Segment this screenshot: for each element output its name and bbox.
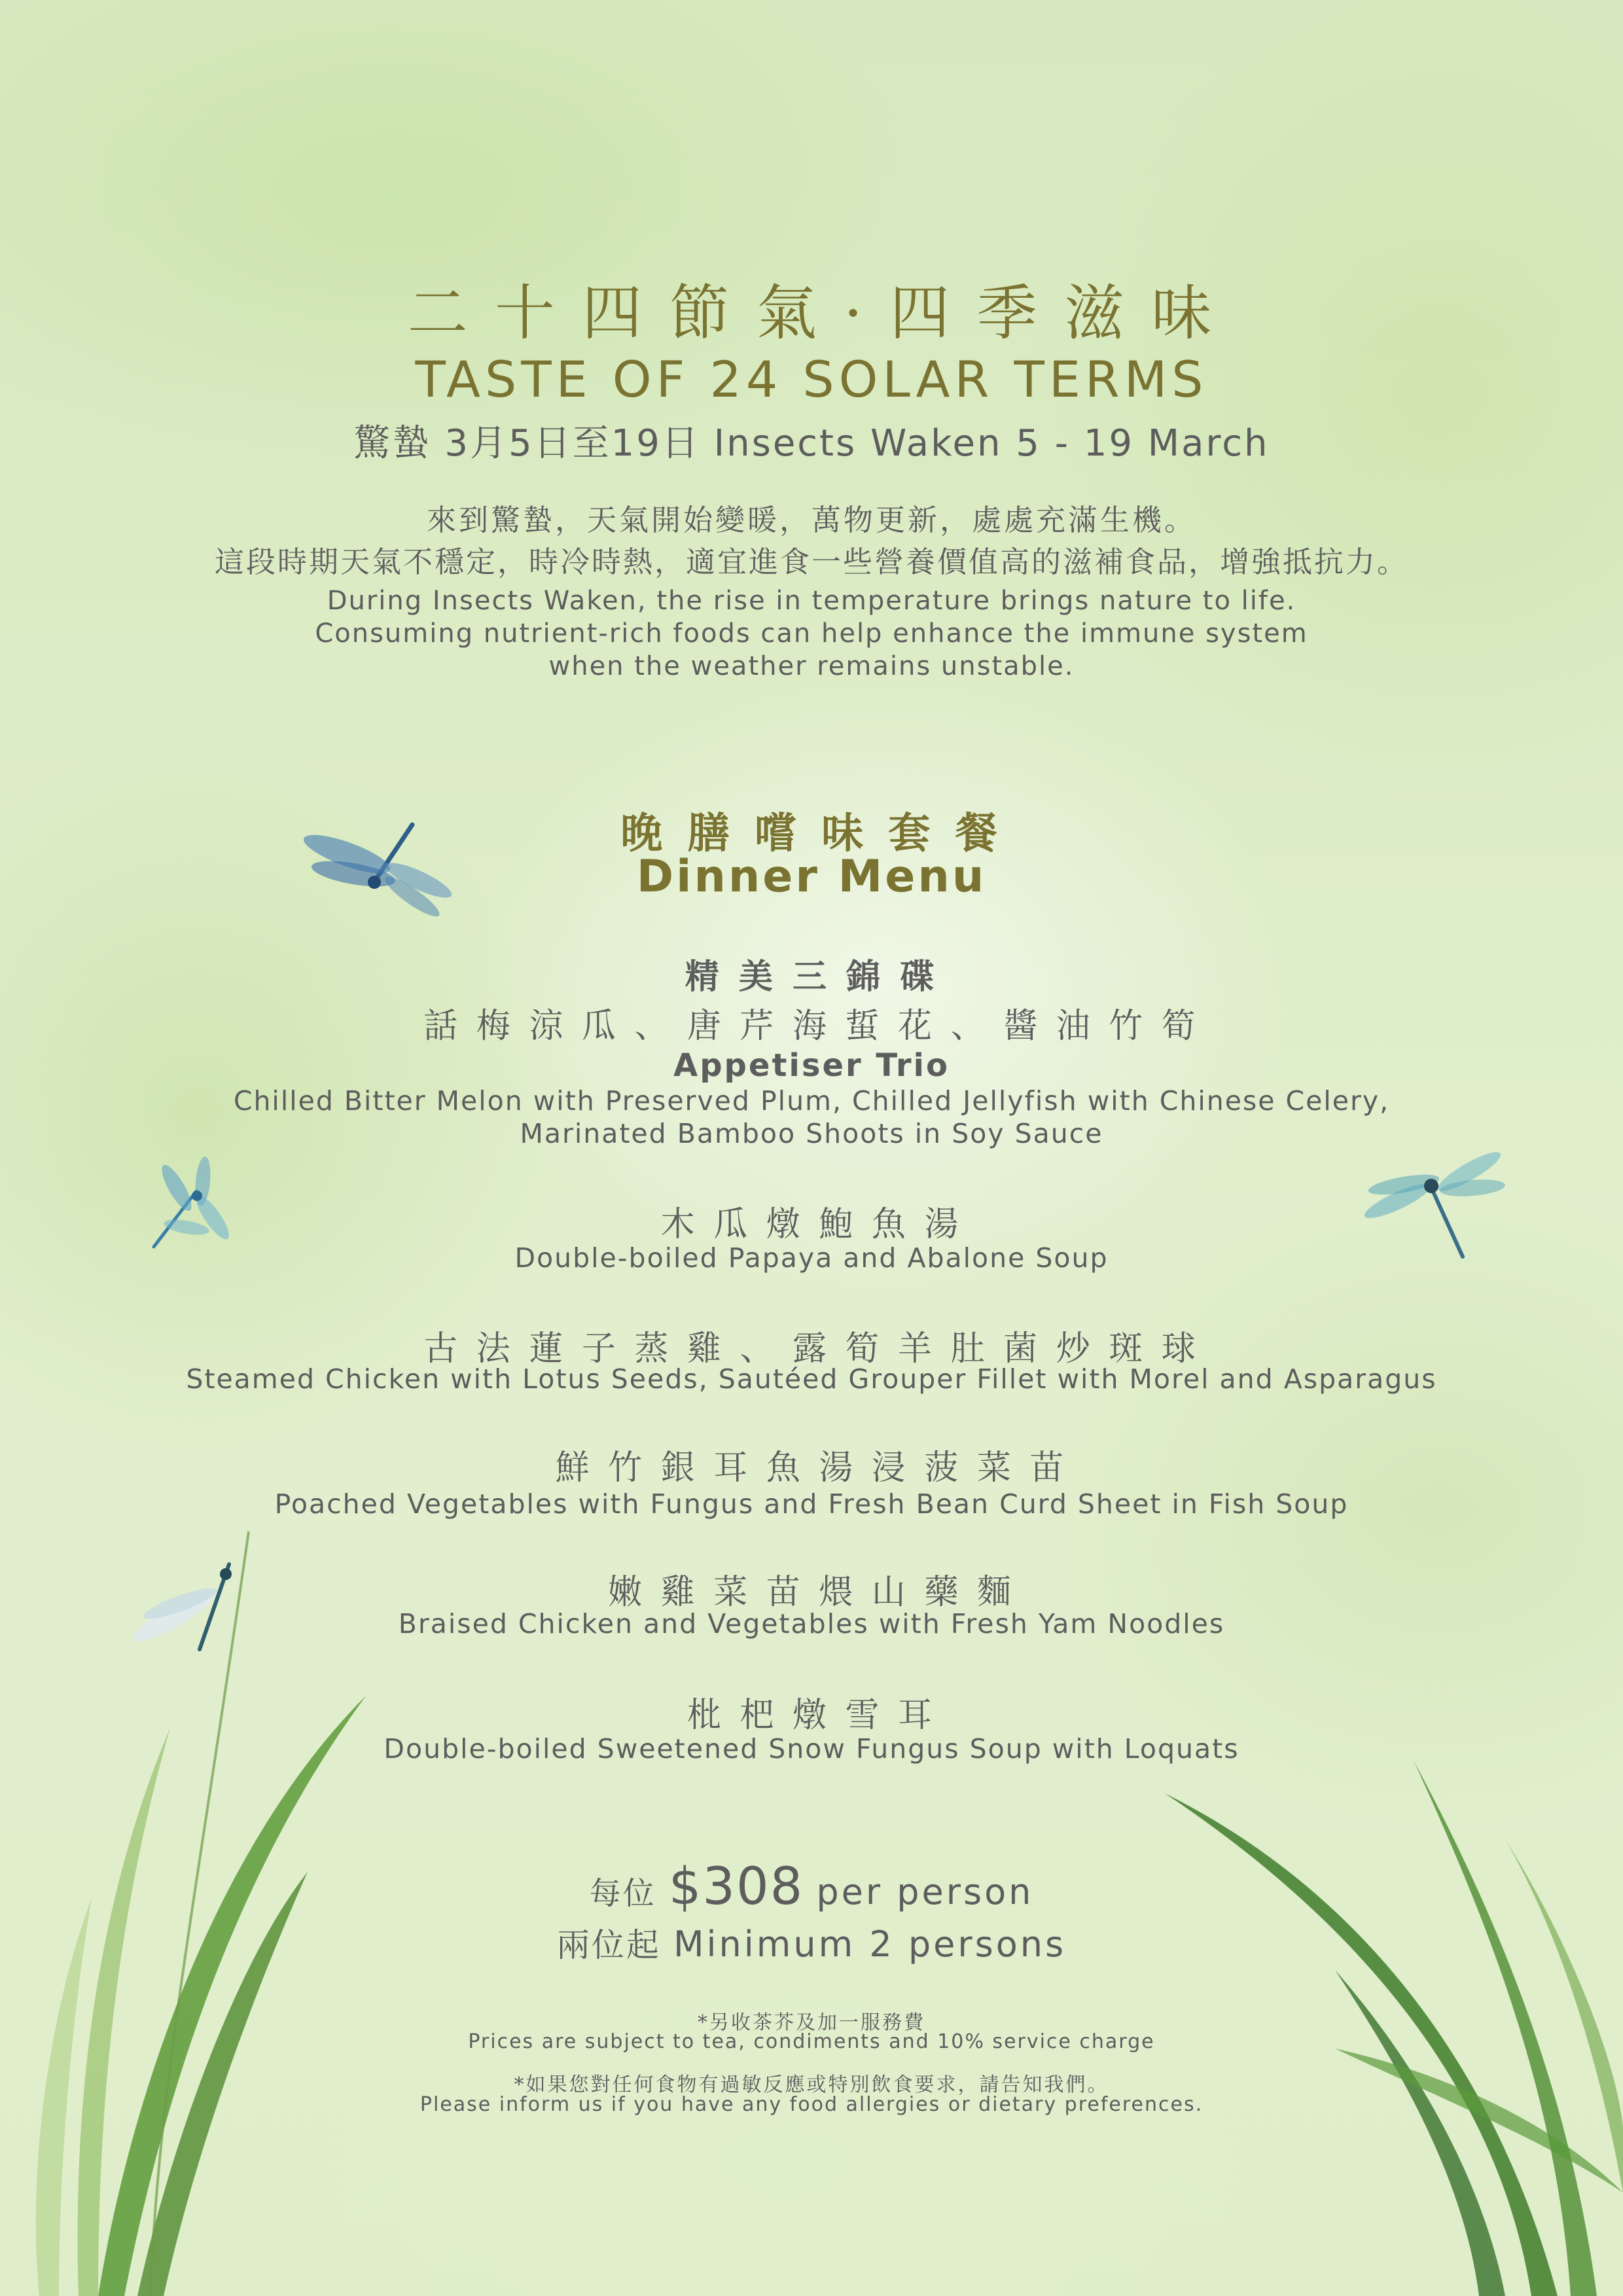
intro-chinese-line-2: 這段時期天氣不穩定，時冷時熱，適宜進食一些營養價值高的滋補食品，增強抵抗力。 <box>214 545 1408 579</box>
minimum-english: Minimum 2 persons <box>673 1924 1067 1965</box>
intro-english-line-1: During Insects Waken, the rise in temperature brings nature to life. <box>327 586 1296 616</box>
intro-english-line-3: when the weather remains unstable. <box>548 651 1075 681</box>
note-allergy-english: Please inform us if you have any food allergies or dietary preferences. <box>419 2093 1204 2116</box>
minimum-chinese: 兩位起 <box>556 1926 661 1964</box>
menu-item-4-desc-english: Poached Vegetables with Fungus and Fresh Bean Curd Sheet in Fish Soup <box>274 1488 1349 1520</box>
price-line <box>0 1857 1623 1916</box>
minimum-line <box>0 1919 1623 1966</box>
menu-item-1-desc-english-1: Chilled Bitter Melon with Preserved Plum, Chilled Jellyfish with Chinese Celery, <box>233 1085 1390 1117</box>
note-charge-english: Prices are subject to tea, condiments and 10% service charge <box>468 2030 1155 2053</box>
menu-item-3-desc-english: Steamed Chicken with Lotus Seeds, Sautéed Grouper Fillet with Morel and Asparagus <box>186 1363 1437 1395</box>
note-charge-chinese: *另收茶芥及加一服務費 <box>698 2011 925 2034</box>
menu-item-3-name-chinese: 古 法 蓮 子 蒸 雞 、 露 筍 羊 肚 菌 炒 斑 球 <box>423 1329 1200 1369</box>
price-amount: $308 <box>668 1857 804 1916</box>
price-label-chinese: 每位 <box>589 1875 656 1912</box>
menu-item-6-desc-english: Double-boiled Sweetened Snow Fungus Soup with Loquats <box>383 1733 1240 1765</box>
note-allergy-chinese: *如果您對任何食物有過敏反應或特別飲食要求，請告知我們。 <box>514 2073 1109 2096</box>
date-line: 驚蟄 3月5日至19日 Insects Waken 5 - 19 March <box>353 422 1270 465</box>
menu-item-4-name-chinese: 鮮 竹 銀 耳 魚 湯 浸 菠 菜 苗 <box>555 1448 1068 1488</box>
menu-title-english: Dinner Menu <box>636 851 987 903</box>
price-label-english: per person <box>816 1871 1034 1912</box>
intro-english-line-2: Consuming nutrient-rich foods can help enhance the immune system <box>315 619 1308 649</box>
menu-item-5-name-chinese: 嫩 雞 菜 苗 煨 山 藥 麵 <box>608 1573 1015 1612</box>
menu-item-5-desc-english: Braised Chicken and Vegetables with Fresh Yam Noodles <box>398 1608 1225 1640</box>
menu-item-2-desc-english: Double-boiled Papaya and Abalone Soup <box>514 1242 1109 1274</box>
menu-item-6-name-chinese: 枇 杷 燉 雪 耳 <box>687 1696 936 1735</box>
title-english: TASTE OF 24 SOLAR TERMS <box>415 350 1208 408</box>
intro-chinese-line-1: 來到驚蟄，天氣開始變暖，萬物更新，處處充滿生機。 <box>426 503 1196 537</box>
menu-item-1-desc-english-2: Marinated Bamboo Shoots in Soy Sauce <box>520 1118 1103 1149</box>
menu-item-1-name-english: Appetiser Trio <box>673 1047 950 1084</box>
title-chinese: 二 十 四 節 氣 · 四 季 滋 味 <box>407 278 1216 348</box>
menu-item-1-name-chinese: 精 美 三 錦 碟 <box>685 957 938 997</box>
menu-item-2-name-chinese: 木 瓜 燉 鮑 魚 湯 <box>660 1205 963 1244</box>
menu-title-chinese: 晚 膳 嚐 味 套 餐 <box>620 809 1003 858</box>
menu-item-1-sub-chinese: 話 梅 涼 瓜 、 唐 芹 海 蜇 花 、 醬 油 竹 筍 <box>423 1007 1200 1046</box>
